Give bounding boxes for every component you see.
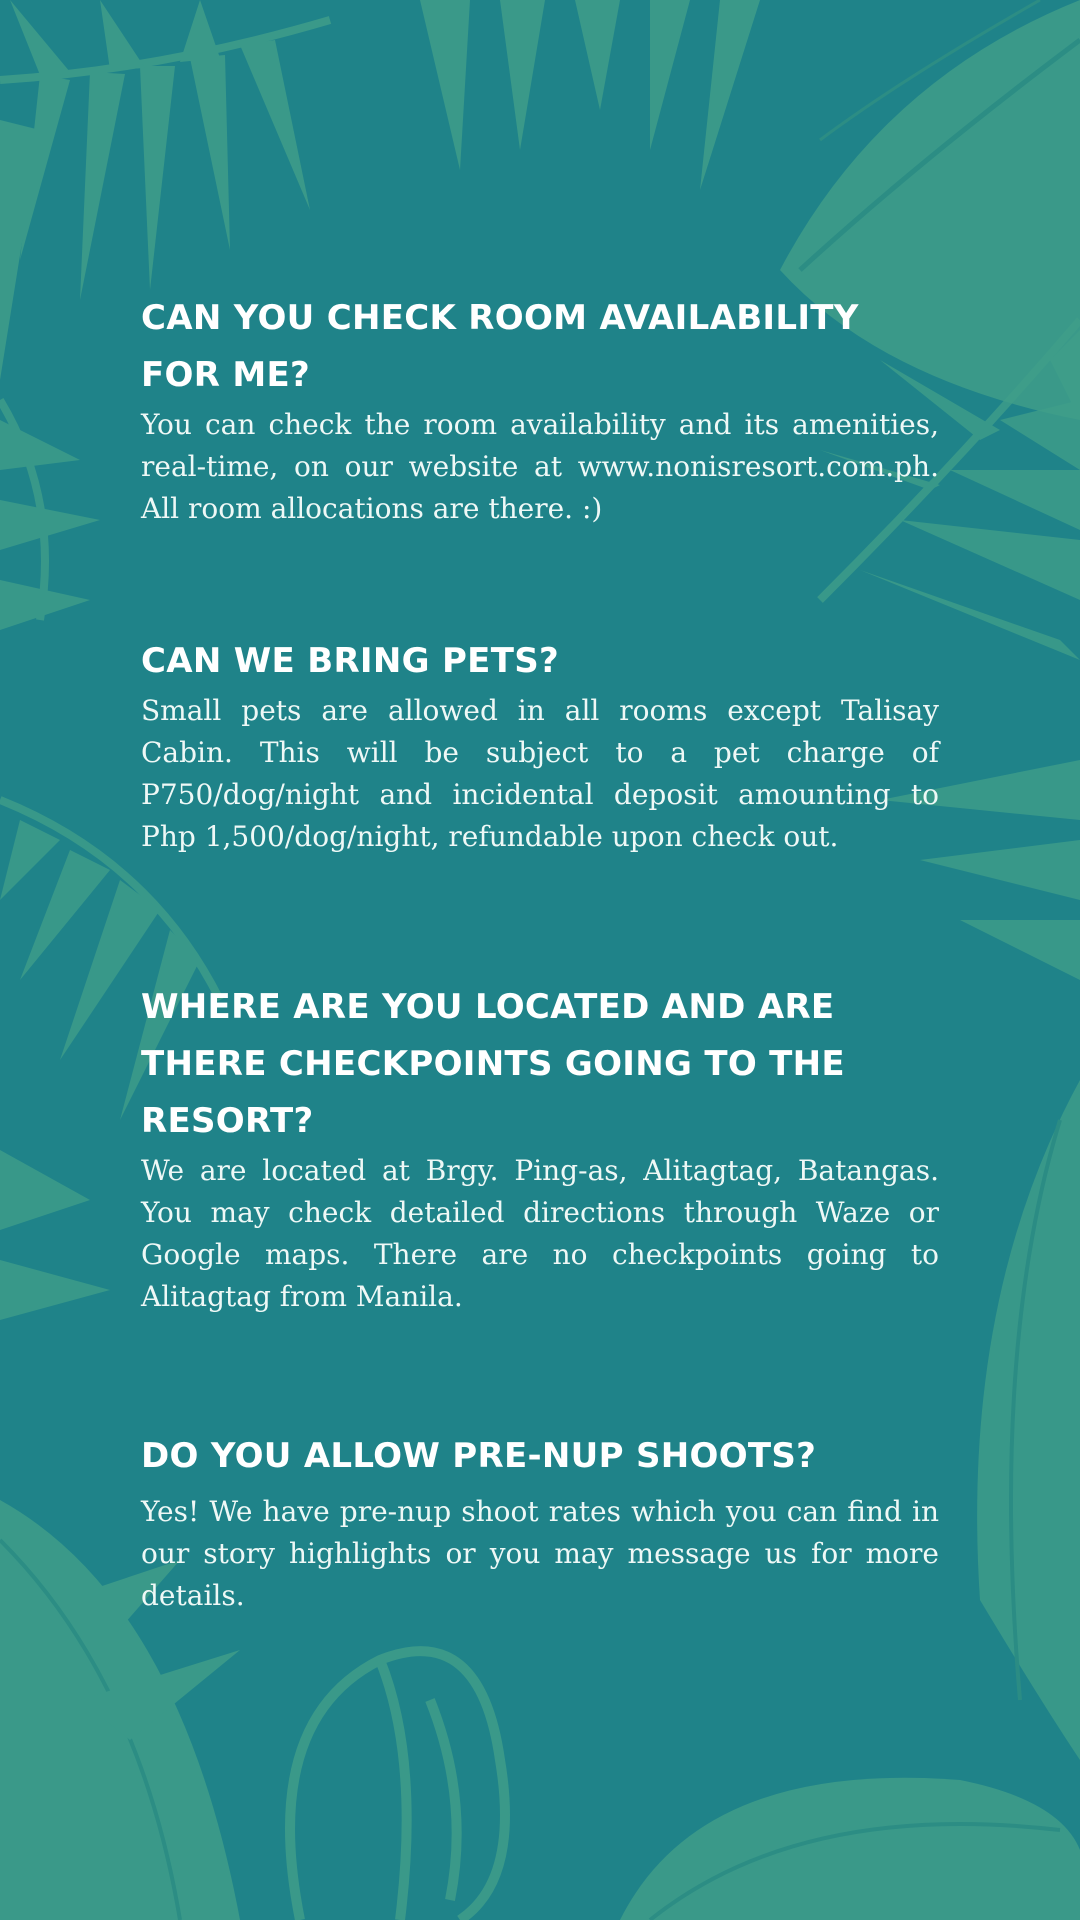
faq-answer: Small pets are allowed in all rooms except Talisay Cabin. This will be subject to a pet charge of P750/dog/night and incidental deposit amounting to Php 1,500/dog/night, refundable upon check out. <box>141 694 939 853</box>
faq-answer: Yes! We have pre-nup shoot rates which you can find in our story highlights or you may message us for more details. <box>141 1495 939 1612</box>
faq-question: DO YOU ALLOW PRE-NUP SHOOTS? <box>141 1436 817 1476</box>
faq-item-prenup-shoots <box>141 1428 939 1617</box>
faq-item-location <box>141 979 939 1318</box>
faq-item-pets <box>141 633 939 858</box>
faq-answer: You can check the room availability and its amenities, real-time, on our website at www.nonisresort.com.ph. All room allocations are there. :) <box>141 408 939 525</box>
faq-question: CAN WE BRING PETS? <box>141 641 560 681</box>
faq-question: CAN YOU CHECK ROOM AVAILABILITY FOR ME? <box>141 298 859 395</box>
faq-item-room-availability <box>141 290 939 530</box>
faq-answer: We are located at Brgy. Ping-as, Alitagtag, Batangas. You may check detailed directions through Waze or Google maps. There are no checkpoints going to Alitagtag from Manila. <box>141 1154 939 1313</box>
faq-question: WHERE ARE YOU LOCATED AND ARE THERE CHECKPOINTS GOING TO THE RESORT? <box>141 987 845 1141</box>
